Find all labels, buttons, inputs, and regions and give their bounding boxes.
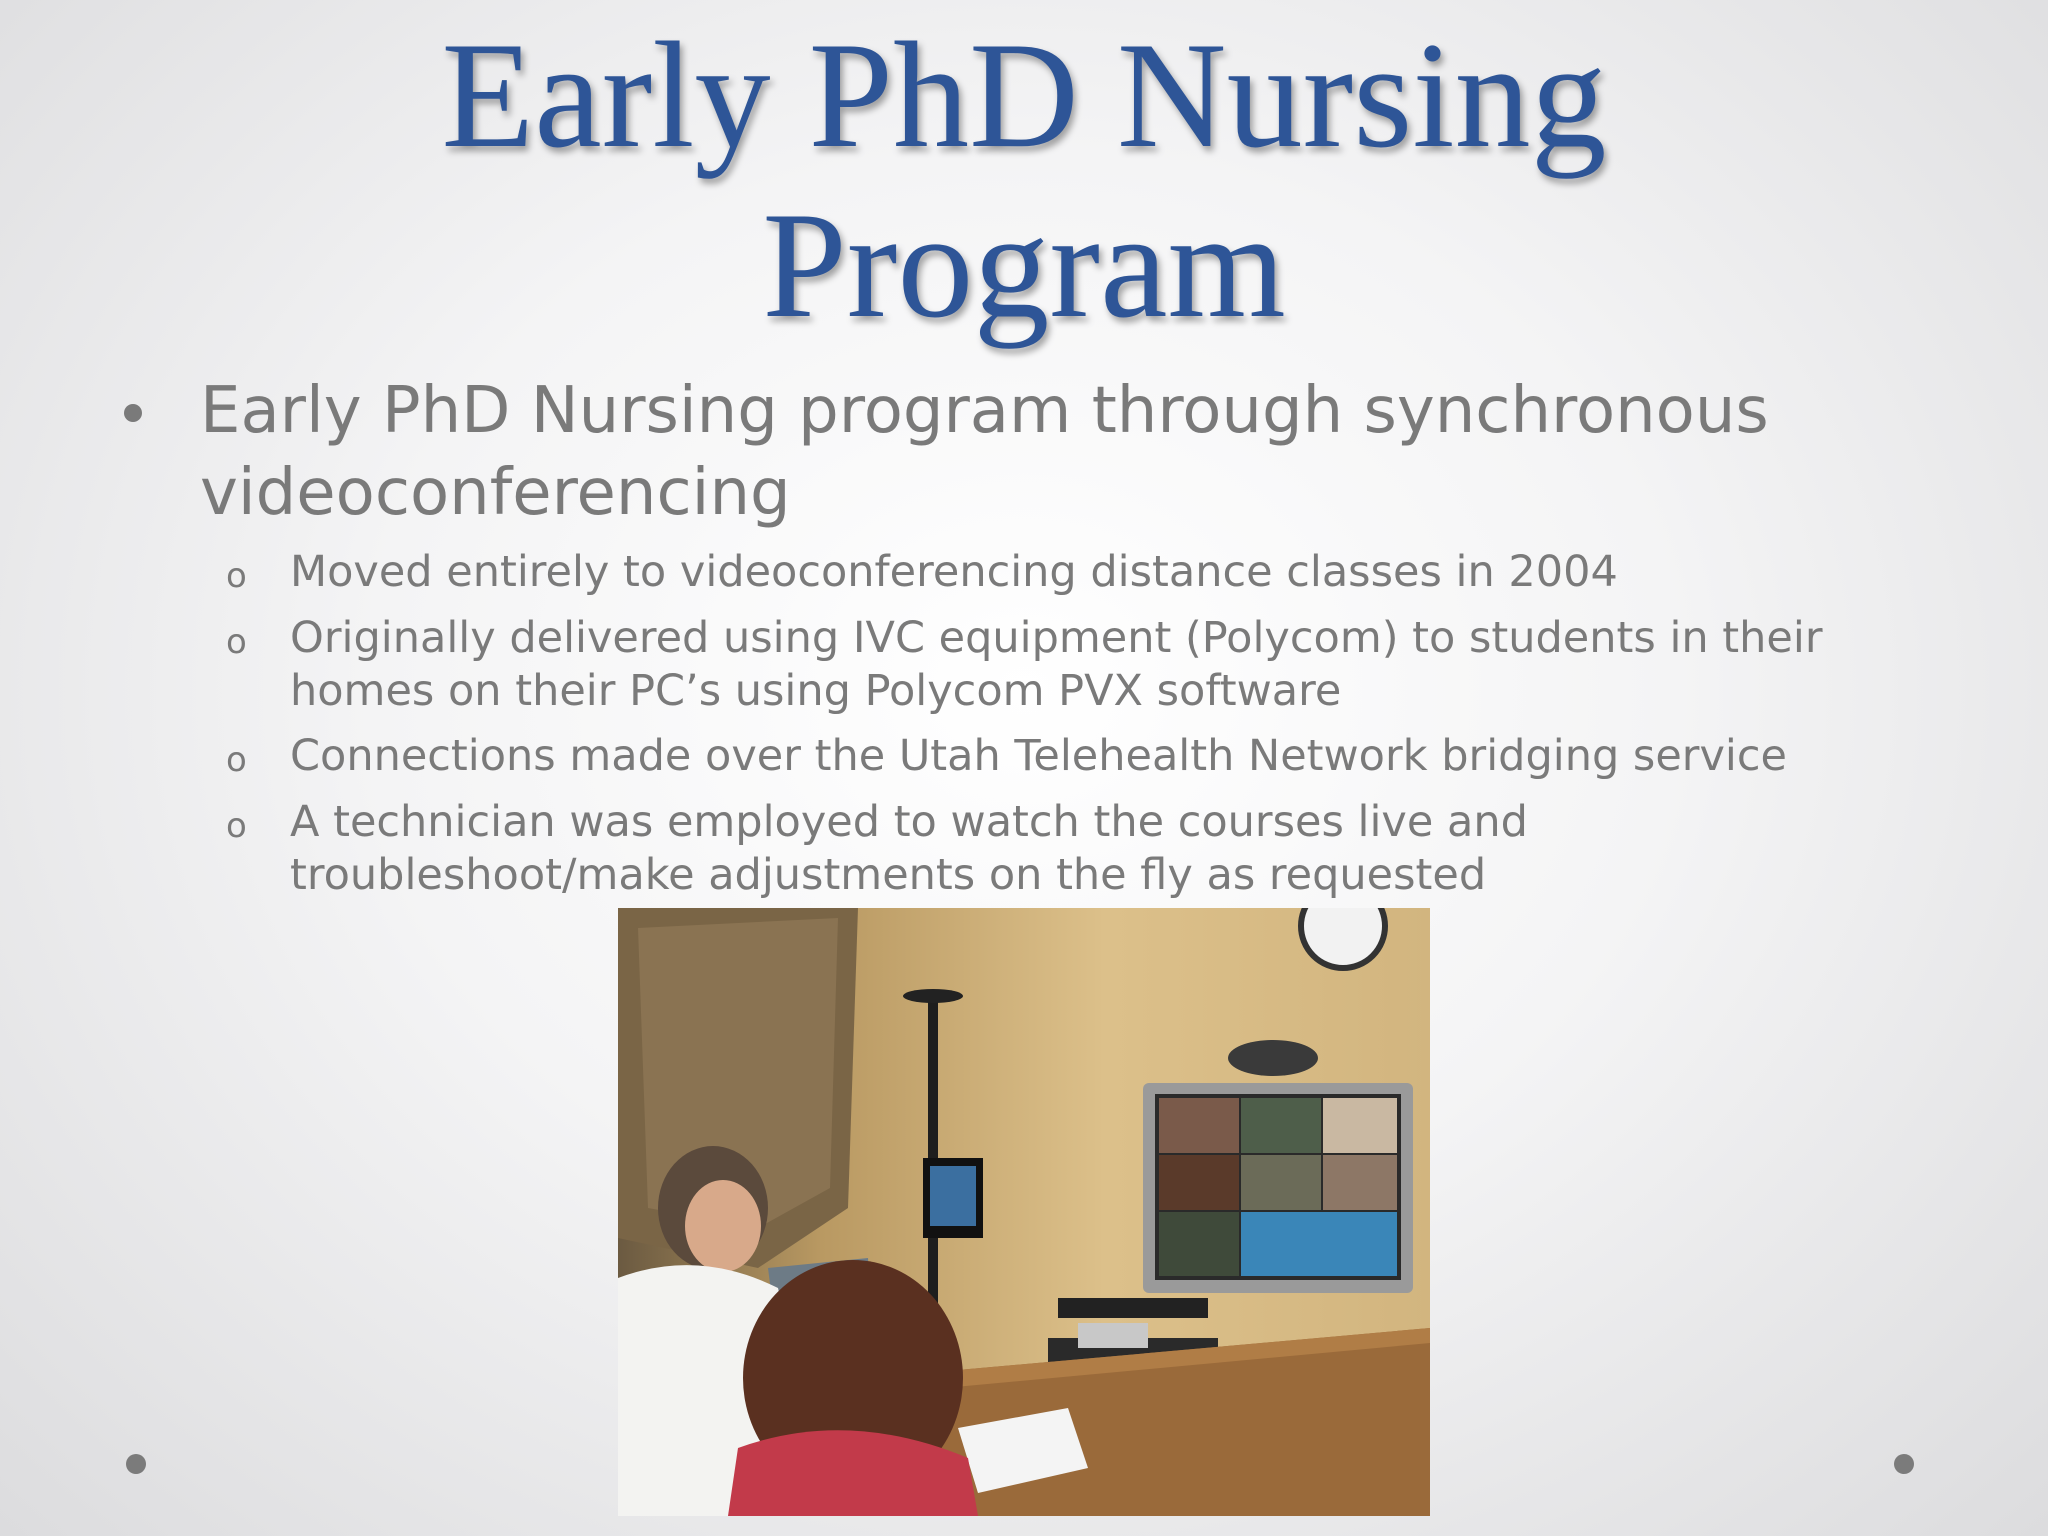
photo-illustration bbox=[618, 908, 1430, 1516]
sub-bullet-circle-icon: o bbox=[226, 556, 247, 596]
corner-dot-icon bbox=[1894, 1454, 1914, 1474]
bullet-main: Early PhD Nursing program through synchronous videoconferencing bbox=[200, 374, 1769, 530]
sub-bullet-circle-icon: o bbox=[226, 622, 247, 662]
corner-dot-icon bbox=[126, 1454, 146, 1474]
slide-title-line-2: Program bbox=[762, 181, 1286, 349]
slide-title-line-1: Early PhD Nursing bbox=[441, 11, 1607, 179]
bullet-dot-icon bbox=[124, 404, 142, 422]
sub-bullet-1: Moved entirely to videoconferencing distance classes in 2004 bbox=[290, 547, 1618, 597]
sub-bullet-2: Originally delivered using IVC equipment (Polycom) to students in their homes on their PC’s using Polycom PVX software bbox=[290, 613, 1823, 716]
videoconference-room-photo bbox=[618, 908, 1430, 1516]
sub-bullet-4: A technician was employed to watch the courses live and troubleshoot/make adjustments on the fly as requested bbox=[290, 797, 1528, 900]
sub-bullet-circle-icon: o bbox=[226, 740, 247, 780]
sub-bullet-circle-icon: o bbox=[226, 806, 247, 846]
slide-title bbox=[0, 10, 2048, 350]
sub-bullet-3: Connections made over the Utah Telehealth Network bridging service bbox=[290, 731, 1787, 781]
